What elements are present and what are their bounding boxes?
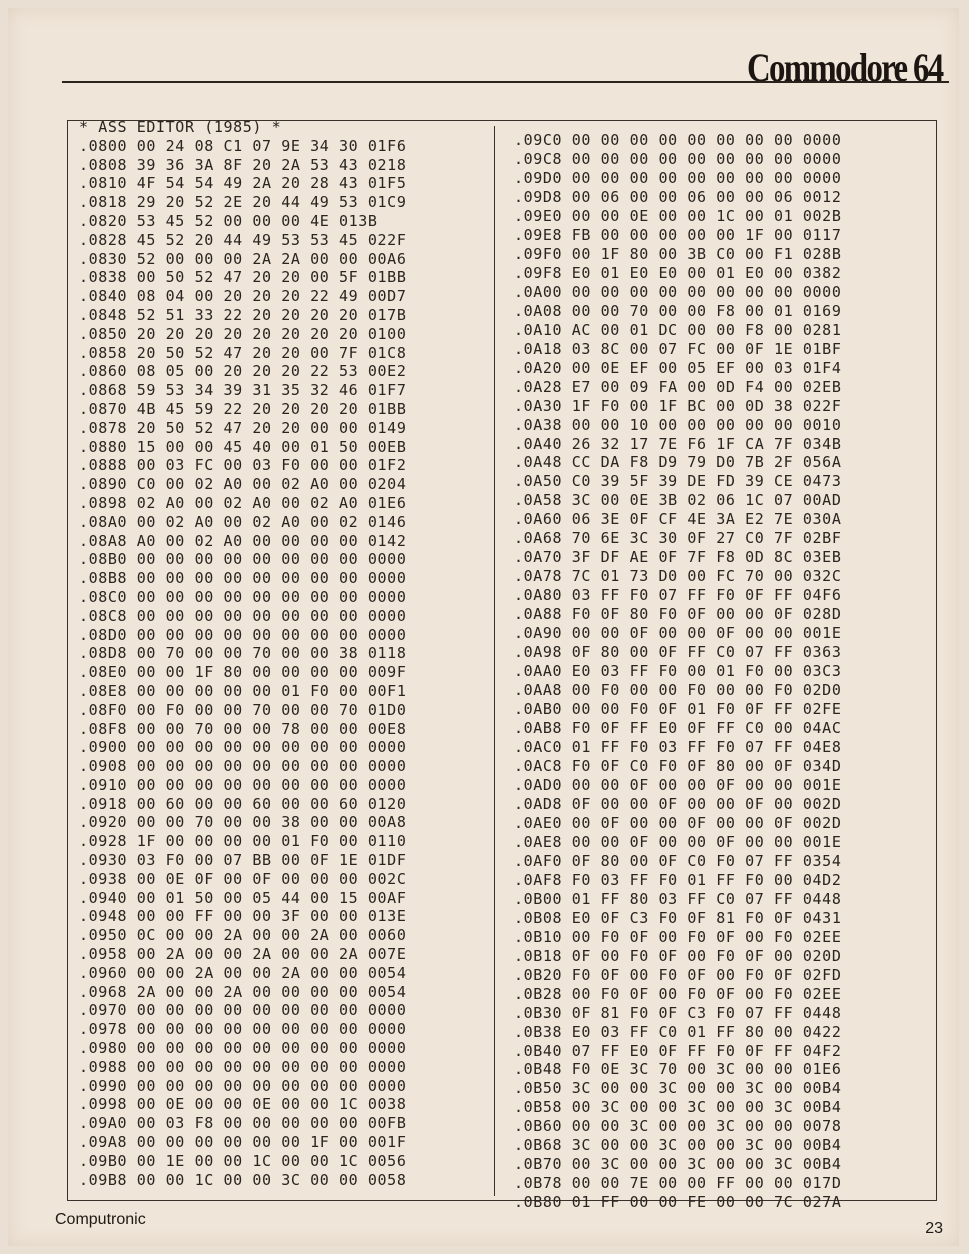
listing-line: .0B60 00 00 3C 00 00 3C 00 00 0078 (514, 1117, 842, 1136)
listing-line: .09E0 00 00 0E 00 00 1C 00 01 002B (514, 206, 842, 225)
listing-line: .0988 00 00 00 00 00 00 00 00 0000 (79, 1057, 407, 1076)
listing-line: .0968 2A 00 00 2A 00 00 00 00 0054 (79, 982, 407, 1001)
listing-line: .0A28 E7 00 09 FA 00 0D F4 00 02EB (514, 377, 842, 396)
listing-line: .0B50 3C 00 00 3C 00 00 3C 00 00B4 (514, 1079, 842, 1098)
listing-line: .0810 4F 54 54 49 2A 20 28 43 01F5 (79, 174, 407, 193)
listing-line: .0B18 0F 00 F0 0F 00 F0 0F 00 020D (514, 946, 842, 965)
listing-line: .0B78 00 00 7E 00 00 FF 00 00 017D (514, 1174, 842, 1193)
listing-line: .09B0 00 1E 00 00 1C 00 00 1C 0056 (79, 1151, 407, 1170)
listing-line: .0808 39 36 3A 8F 20 2A 53 43 0218 (79, 155, 407, 174)
listing-line: .0910 00 00 00 00 00 00 00 00 0000 (79, 775, 407, 794)
listing-line: .0938 00 0E 0F 00 0F 00 00 00 002C (79, 869, 407, 888)
listing-line: .0918 00 60 00 00 60 00 00 60 0120 (79, 794, 407, 813)
listing-line: .0A70 3F DF AE 0F 7F F8 0D 8C 03EB (514, 548, 842, 567)
listing-line: .0818 29 20 52 2E 20 44 49 53 01C9 (79, 193, 407, 212)
listing-line: .0980 00 00 00 00 00 00 00 00 0000 (79, 1039, 407, 1058)
listing-line: .08C0 00 00 00 00 00 00 00 00 0000 (79, 587, 407, 606)
listing-line: .0B00 01 FF 80 03 FF C0 07 FF 0448 (514, 889, 842, 908)
page-number: 23 (925, 1220, 943, 1237)
listing-line: .0AF8 F0 03 FF F0 01 FF F0 00 04D2 (514, 870, 842, 889)
listing-line: .0A18 03 8C 00 07 FC 00 0F 1E 01BF (514, 339, 842, 358)
listing-line: .08A0 00 02 A0 00 02 A0 00 02 0146 (79, 512, 407, 531)
listing-line: .0998 00 0E 00 00 0E 00 00 1C 0038 (79, 1095, 407, 1114)
listing-line: .0908 00 00 00 00 00 00 00 00 0000 (79, 757, 407, 776)
listing-line: .09A8 00 00 00 00 00 00 1F 00 001F (79, 1133, 407, 1152)
listing-line: .0A80 03 FF F0 07 FF F0 0F FF 04F6 (514, 586, 842, 605)
listing-line: .0948 00 00 FF 00 00 3F 00 00 013E (79, 907, 407, 926)
listing-right-column (514, 131, 841, 1212)
listing-line: .0850 20 20 20 20 20 20 20 20 0100 (79, 324, 407, 343)
listing-line: .0838 00 50 52 47 20 20 00 5F 01BB (79, 268, 407, 287)
listing-line: .0870 4B 45 59 22 20 20 20 20 01BB (79, 399, 407, 418)
listing-line: .09D0 00 00 00 00 00 00 00 00 0000 (514, 168, 842, 187)
listing-line: .0A00 00 00 00 00 00 00 00 00 0000 (514, 282, 842, 301)
listing-line: .0950 0C 00 00 2A 00 00 2A 00 0060 (79, 926, 407, 945)
listing-line: .08F8 00 00 70 00 00 78 00 00 00E8 (79, 719, 407, 738)
brand-title: Commodore 64 (747, 45, 943, 90)
listing-line: .0AE0 00 0F 00 00 0F 00 00 0F 002D (514, 813, 842, 832)
listing-line: .0AC8 F0 0F C0 F0 0F 80 00 0F 034D (514, 756, 842, 775)
listing-line: .08B8 00 00 00 00 00 00 00 00 0000 (79, 569, 407, 588)
listing-line: .0A20 00 0E EF 00 05 EF 00 03 01F4 (514, 358, 842, 377)
listing-line: .0960 00 00 2A 00 00 2A 00 00 0054 (79, 963, 407, 982)
listing-line: .0AA0 E0 03 FF F0 00 01 F0 00 03C3 (514, 662, 842, 681)
publication-name: Computronic (55, 1211, 146, 1228)
listing-line: .0830 52 00 00 00 2A 2A 00 00 00A6 (79, 249, 407, 268)
listing-line: * ASS EDITOR (1985) * (79, 118, 282, 136)
listing-line: .0B28 00 F0 0F 00 F0 0F 00 F0 02EE (514, 984, 842, 1003)
listing-line: .09E8 FB 00 00 00 00 00 1F 00 0117 (514, 225, 842, 244)
listing-line: .0B08 E0 0F C3 F0 0F 81 F0 0F 0431 (514, 908, 842, 927)
listing-line: .0B10 00 F0 0F 00 F0 0F 00 F0 02EE (514, 927, 842, 946)
listing-line: .08C8 00 00 00 00 00 00 00 00 0000 (79, 606, 407, 625)
listing-line: .0900 00 00 00 00 00 00 00 00 0000 (79, 738, 407, 757)
listing-line: .0B48 F0 0E 3C 70 00 3C 00 00 01E6 (514, 1060, 842, 1079)
listing-line: .0AC0 01 FF F0 03 FF F0 07 FF 04E8 (514, 738, 842, 756)
listing-line: .0820 53 45 52 00 00 00 4E 013B (79, 211, 378, 230)
listing-line: .0920 00 00 70 00 00 38 00 00 00A8 (79, 813, 407, 832)
listing-line: .0970 00 00 00 00 00 00 00 00 0000 (79, 1001, 407, 1020)
listing-line: .0928 1F 00 00 00 00 01 F0 00 0110 (79, 832, 407, 851)
listing-line: .09B8 00 00 1C 00 00 3C 00 00 0058 (79, 1170, 407, 1189)
listing-line: .0A68 70 6E 3C 30 0F 27 C0 7F 02BF (514, 529, 842, 548)
listing-line: .0930 03 F0 00 07 BB 00 0F 1E 01DF (79, 851, 407, 870)
listing-line: .0A08 00 00 70 00 00 F8 00 01 0169 (514, 301, 842, 320)
listing-line: .0890 C0 00 02 A0 00 02 A0 00 0204 (79, 475, 407, 494)
listing-line: .0AB8 F0 0F FF E0 0F FF C0 00 04AC (514, 719, 842, 738)
listing-line: .0940 00 01 50 00 05 44 00 15 00AF (79, 888, 407, 907)
listing-line: .0848 52 51 33 22 20 20 20 20 017B (79, 305, 407, 324)
listing-line: .0B80 01 FF 00 00 FE 00 00 7C 027A (514, 1193, 842, 1212)
listing-line: .08E0 00 00 1F 80 00 00 00 00 009F (79, 663, 407, 682)
listing-line: .0880 15 00 00 45 40 00 01 50 00EB (79, 437, 407, 456)
listing-line: .0B30 0F 81 F0 0F C3 F0 07 FF 0448 (514, 1003, 842, 1022)
listing-line: .08B0 00 00 00 00 00 00 00 00 0000 (79, 550, 407, 569)
header-rule (62, 81, 949, 83)
listing-line: .0A30 1F F0 00 1F BC 00 0D 38 022F (514, 396, 842, 415)
listing-line: .0A78 7C 01 73 D0 00 FC 70 00 032C (514, 567, 842, 586)
listing-line: .08F0 00 F0 00 00 70 00 00 70 01D0 (79, 700, 407, 719)
listing-line: .0B68 3C 00 00 3C 00 00 3C 00 00B4 (514, 1136, 842, 1155)
listing-line: .0AE8 00 00 0F 00 00 0F 00 00 001E (514, 832, 842, 851)
listing-line: .0A50 C0 39 5F 39 DE FD 39 CE 0473 (514, 472, 842, 491)
listing-line: .0888 00 03 FC 00 03 F0 00 00 01F2 (79, 456, 407, 475)
listing-left-column (79, 118, 406, 1189)
listing-line: .0800 00 24 08 C1 07 9E 34 30 01F6 (79, 136, 407, 155)
listing-line: .0860 08 05 00 20 20 20 22 53 00E2 (79, 362, 407, 381)
listing-line: .09D8 00 06 00 00 06 00 00 06 0012 (514, 187, 842, 206)
listing-line: .0958 00 2A 00 00 2A 00 00 2A 007E (79, 945, 407, 964)
listing-line: .0A40 26 32 17 7E F6 1F CA 7F 034B (514, 434, 842, 453)
listing-line: .0828 45 52 20 44 49 53 53 45 022F (79, 230, 407, 249)
listing-line: .0AA8 00 F0 00 00 F0 00 00 F0 02D0 (514, 681, 842, 700)
listing-line: .08E8 00 00 00 00 00 01 F0 00 00F1 (79, 681, 407, 700)
listing-line: .0898 02 A0 00 02 A0 00 02 A0 01E6 (79, 493, 407, 512)
listing-line: .0B70 00 3C 00 00 3C 00 00 3C 00B4 (514, 1155, 842, 1174)
listing-line: .0B40 07 FF E0 0F FF F0 0F FF 04F2 (514, 1041, 842, 1060)
listing-line: .08D8 00 70 00 00 70 00 00 38 0118 (79, 644, 407, 663)
listing-line: .09C0 00 00 00 00 00 00 00 00 0000 (514, 131, 842, 149)
listing-line: .0AB0 00 00 F0 0F 01 F0 0F FF 02FE (514, 700, 842, 719)
listing-line: .0A10 AC 00 01 DC 00 00 F8 00 0281 (514, 320, 842, 339)
listing-line: .09F8 E0 01 E0 E0 00 01 E0 00 0382 (514, 263, 842, 282)
listing-line: .0990 00 00 00 00 00 00 00 00 0000 (79, 1076, 407, 1095)
listing-line: .0AD8 0F 00 00 0F 00 00 0F 00 002D (514, 794, 842, 813)
listing-line: .08D0 00 00 00 00 00 00 00 00 0000 (79, 625, 407, 644)
listing-line: .0840 08 04 00 20 20 20 22 49 00D7 (79, 287, 407, 306)
listing-line: .08A8 A0 00 02 A0 00 00 00 00 0142 (79, 531, 407, 550)
listing-line: .0A60 06 3E 0F CF 4E 3A E2 7E 030A (514, 510, 842, 529)
listing-line: .0858 20 50 52 47 20 20 00 7F 01C8 (79, 343, 407, 362)
listing-line: .0B58 00 3C 00 00 3C 00 00 3C 00B4 (514, 1098, 842, 1117)
listing-line: .0868 59 53 34 39 31 35 32 46 01F7 (79, 381, 407, 400)
listing-line: .0B38 E0 03 FF C0 01 FF 80 00 0422 (514, 1022, 842, 1041)
column-divider (494, 126, 495, 1196)
listing-line: .0A90 00 00 0F 00 00 0F 00 00 001E (514, 624, 842, 643)
listing-line: .0878 20 50 52 47 20 20 00 00 0149 (79, 418, 407, 437)
listing-line: .0AF0 0F 80 00 0F C0 F0 07 FF 0354 (514, 851, 842, 870)
listing-line: .0A98 0F 80 00 0F FF C0 07 FF 0363 (514, 643, 842, 662)
listing-line: .0A88 F0 0F 80 F0 0F 00 00 0F 028D (514, 605, 842, 624)
listing-line: .0B20 F0 0F 00 F0 0F 00 F0 0F 02FD (514, 965, 842, 984)
listing-line: .0A58 3C 00 0E 3B 02 06 1C 07 00AD (514, 491, 842, 510)
listing-line: .0A48 CC DA F8 D9 79 D0 7B 2F 056A (514, 453, 842, 472)
listing-line: .0AD0 00 00 0F 00 00 0F 00 00 001E (514, 775, 842, 794)
listing-line: .09C8 00 00 00 00 00 00 00 00 0000 (514, 149, 842, 168)
listing-line: .09F0 00 1F 80 00 3B C0 00 F1 028B (514, 244, 842, 263)
listing-line: .09A0 00 03 F8 00 00 00 00 00 00FB (79, 1114, 407, 1133)
listing-line: .0A38 00 00 10 00 00 00 00 00 0010 (514, 415, 842, 434)
listing-line: .0978 00 00 00 00 00 00 00 00 0000 (79, 1020, 407, 1039)
